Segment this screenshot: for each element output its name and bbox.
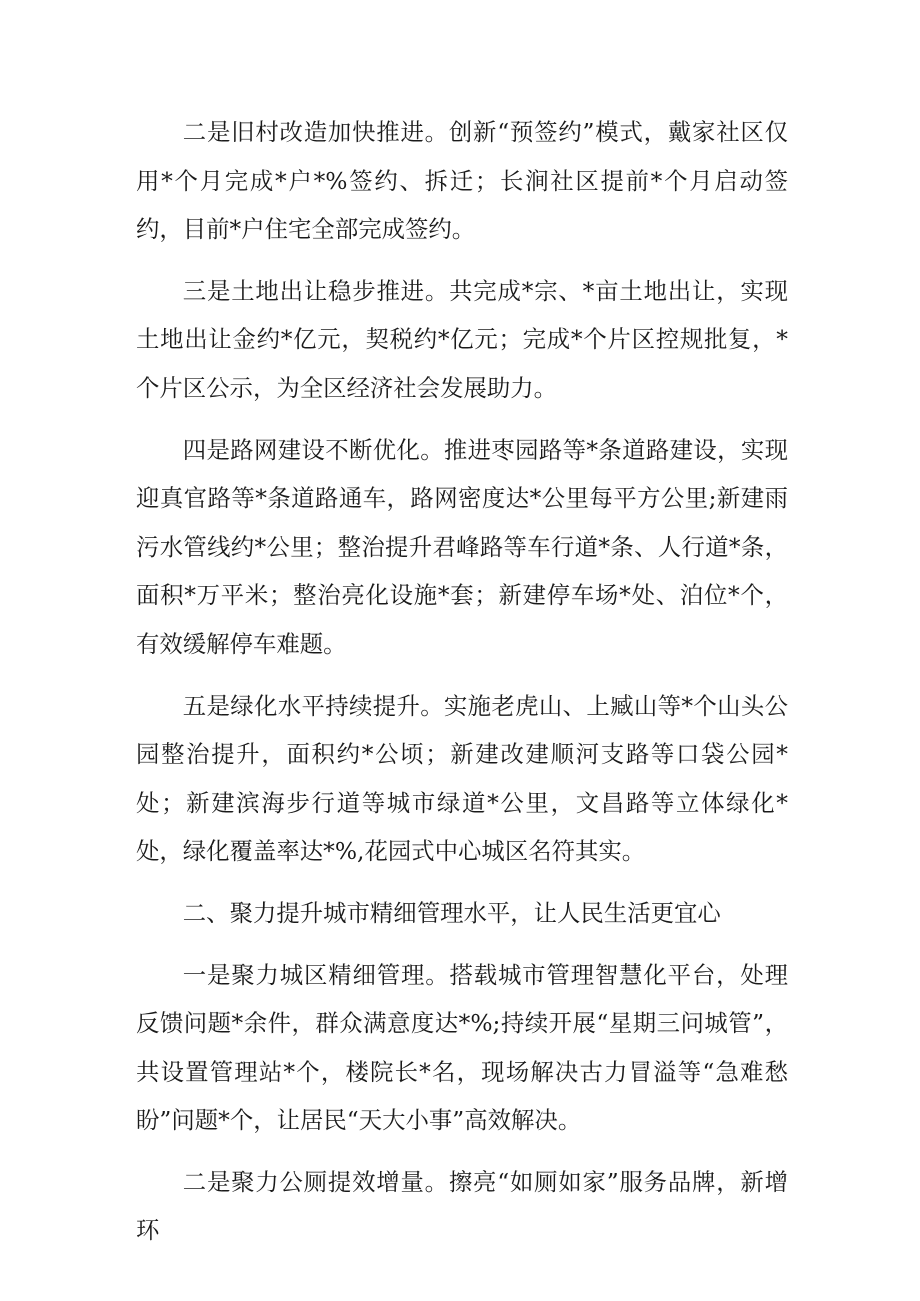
paragraph-road-network: 四是路网建设不断优化。推进枣园路等*条道路建设，实现迎真官路等*条道路通车，路网密度达*公里每平方公里;新建雨污水管线约*公里；整治提升君峰路等车行道*条、人行道*条，面积*万平米；整治亮化设施*套；新建停车场*处、泊位*个，有效缓解停车难题。 [136, 435, 788, 658]
section-heading-urban-management: 二、聚力提升城市精细管理水平，让人民生活更宜心 [182, 898, 721, 927]
paragraph-fine-management: 一是聚力城区精细管理。搭载城市管理智慧化平台，处理反馈问题*余件，群众满意度达*%;持续开展“星期三问城管”，共设置管理站*个，楼院长*名，现场解决古力冒溢等“急难愁盼”问题*个，让居民“天大小事”高效解决。 [136, 960, 788, 1135]
paragraph-public-toilets: 二是聚力公厕提效增量。擦亮“如厕如家”服务品牌，新增环 [136, 1167, 788, 1245]
paragraph-land-transfer: 三是土地出让稳步推进。共完成*宗、*亩土地出让，实现土地出让金约*亿元，契税约*亿元；完成*个片区控规批复，*个片区公示，为全区经济社会发展助力。 [136, 276, 788, 402]
document-body [136, 108, 788, 1268]
paragraph-old-village-renovation: 二是旧村改造加快推进。创新“预签约”模式，戴家社区仅用*个月完成*户*%签约、拆迁；长涧社区提前*个月启动签约，目前*户住宅全部完成签约。 [136, 118, 788, 244]
paragraph-greening: 五是绿化水平持续提升。实施老虎山、上臧山等*个山头公园整治提升，面积约*公顷；新建改建顺河支路等口袋公园*处；新建滨海步行道等城市绿道*公里，文昌路等立体绿化*处，绿化覆盖率达*%,花园式中心城区名符其实。 [136, 691, 788, 866]
